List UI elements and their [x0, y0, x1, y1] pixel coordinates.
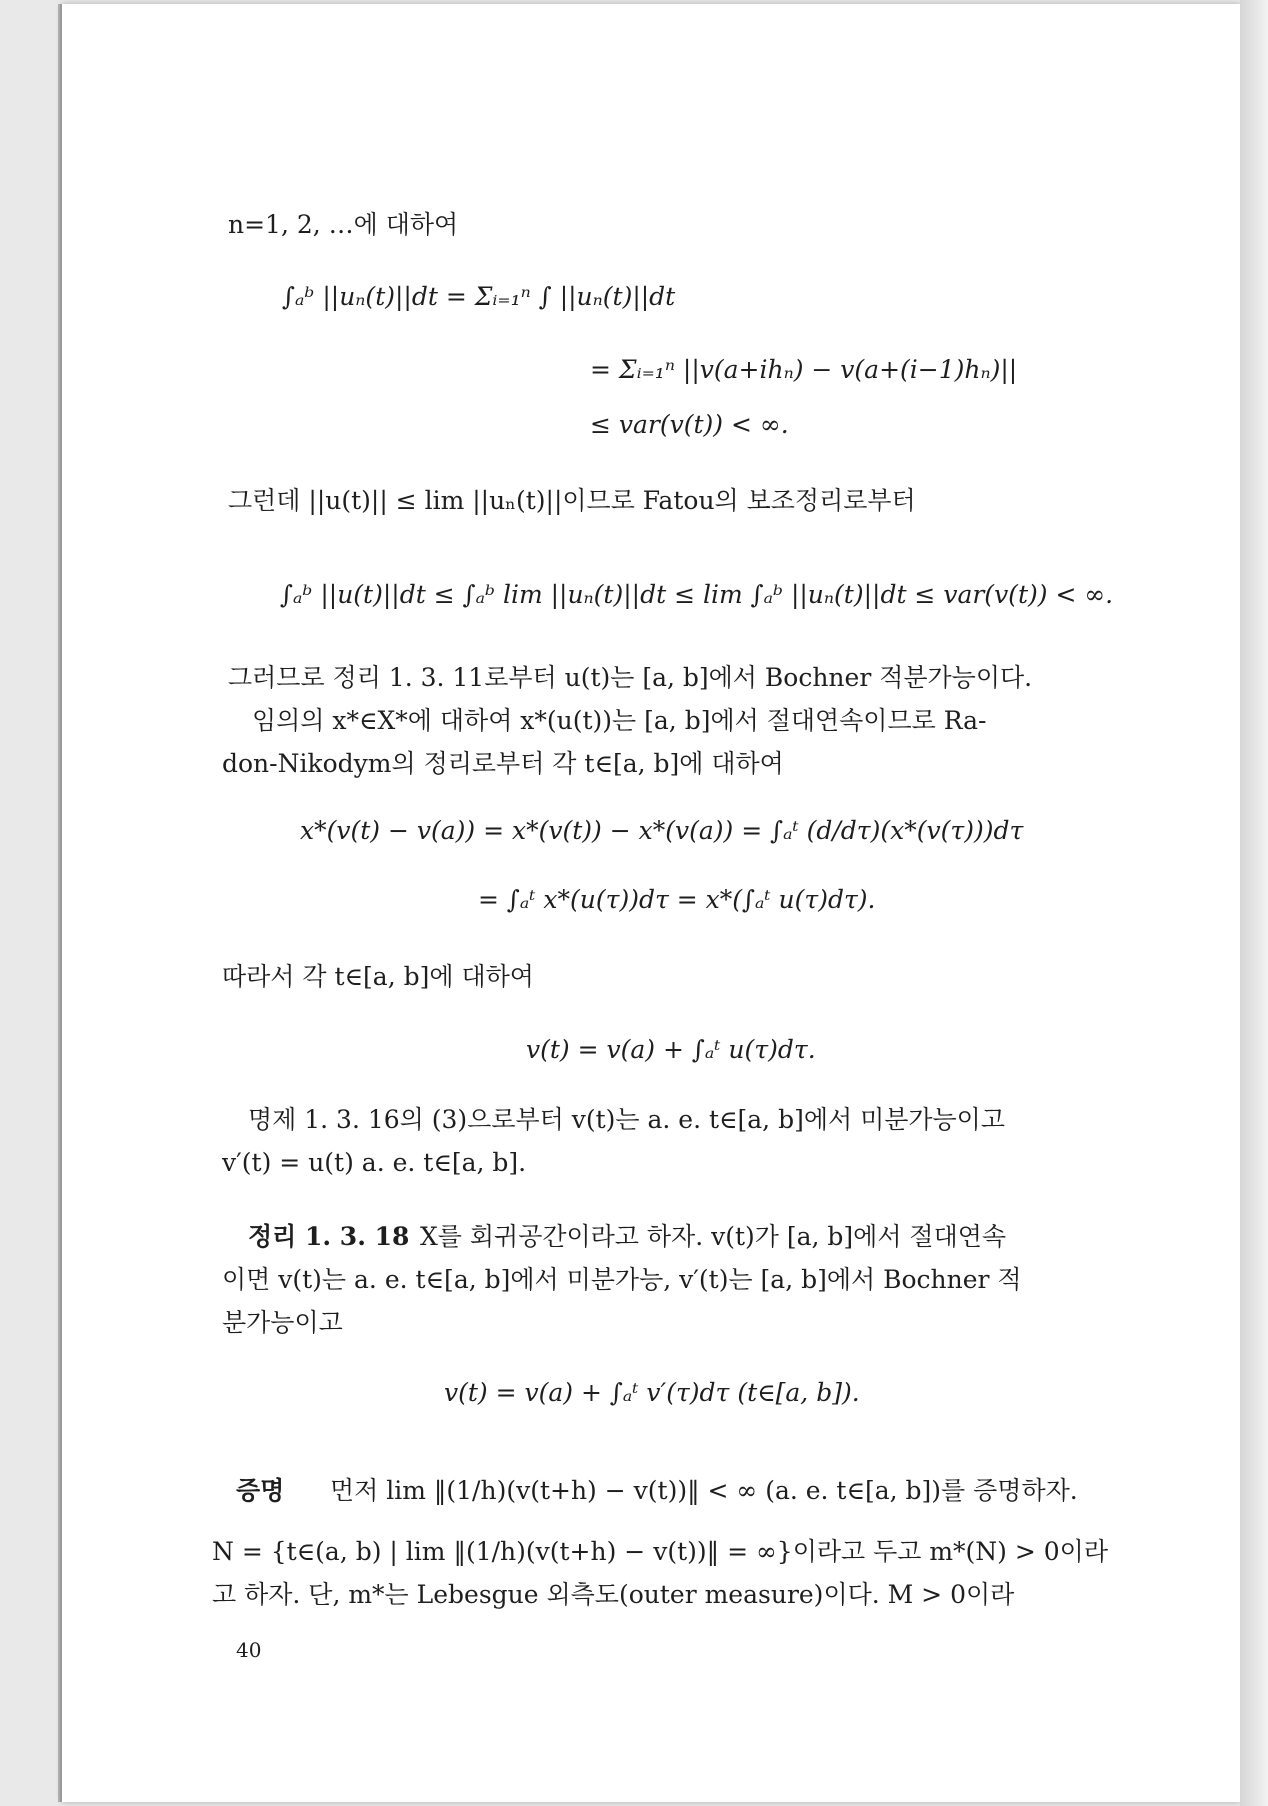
proof-label: 증명 [236, 1476, 285, 1505]
text-line: 따라서 각 t∈[a, b]에 대하여 [222, 962, 534, 991]
equation-line: v(t) = v(a) + ∫ₐᵗ u(τ)dτ. [526, 1035, 816, 1064]
text-line: X를 회귀공간이라고 하자. v(t)가 [a, b]에서 절대연속 [420, 1222, 1007, 1251]
text-line: 그러므로 정리 1. 3. 11로부터 u(t)는 [a, b]에서 Bochner 적분가능이다. [228, 663, 1033, 692]
text-line: don-Nikodym의 정리로부터 각 t∈[a, b]에 대하여 [222, 749, 784, 778]
equation-line: v(t) = v(a) + ∫ₐᵗ v′(τ)dτ (t∈[a, b]). [444, 1378, 860, 1407]
equation-line: ≤ var(v(t)) < ∞. [590, 410, 789, 439]
text-line: v′(t) = u(t) a. e. t∈[a, b]. [222, 1148, 527, 1177]
theorem-label: 정리 1. 3. 18 [248, 1222, 410, 1251]
text-line: 고 하자. 단, m*는 Lebesgue 외측도(outer measure)이다. M > 0이라 [212, 1580, 1015, 1609]
text-line: N = {t∈(a, b) | lim ‖(1/h)(v(t+h) − v(t))‖ = ∞}이라고 두고 m*(N) > 0이라 [212, 1537, 1108, 1566]
text-line: 명제 1. 3. 16의 (3)으로부터 v(t)는 a. e. t∈[a, b]에서 미분가능이고 [248, 1105, 1005, 1134]
equation-line: = ∫ₐᵗ x*(u(τ))dτ = x*(∫ₐᵗ u(τ)dτ). [478, 885, 876, 914]
text-line: 분가능이고 [222, 1308, 343, 1337]
text-line: 이면 v(t)는 a. e. t∈[a, b]에서 미분가능, v′(t)는 [a, b]에서 Bochner 적 [222, 1265, 1022, 1294]
text-line: 그런데 ||u(t)|| ≤ lim ||uₙ(t)||이므로 Fatou의 보조정리로부터 [228, 486, 916, 515]
equation-line: ∫ₐᵇ ||u(t)||dt ≤ ∫ₐᵇ lim ||uₙ(t)||dt ≤ lim ∫ₐᵇ ||uₙ(t)||dt ≤ var(v(t)) < ∞. [280, 580, 1114, 609]
page-number: 40 [236, 1638, 262, 1662]
text-line: 먼저 lim ‖(1/h)(v(t+h) − v(t))‖ < ∞ (a. e. t∈[a, b])를 증명하자. [330, 1476, 1078, 1505]
text-line: 임의의 x*∈X*에 대하여 x*(u(t))는 [a, b]에서 절대연속이므로 Ra- [252, 706, 987, 735]
equation-line: ∫ₐᵇ ||uₙ(t)||dt = Σᵢ₌₁ⁿ ∫ ||uₙ(t)||dt [282, 282, 676, 311]
text-line: n=1, 2, …에 대하여 [228, 210, 459, 239]
equation-line: x*(v(t) − v(a)) = x*(v(t)) − x*(v(a)) = ∫ₐᵗ (d/dτ)(x*(v(τ)))dτ [300, 816, 1024, 845]
equation-line: = Σᵢ₌₁ⁿ ||v(a+ihₙ) − v(a+(i−1)hₙ)|| [590, 355, 1018, 384]
page-right-shadow [1240, 0, 1268, 1806]
